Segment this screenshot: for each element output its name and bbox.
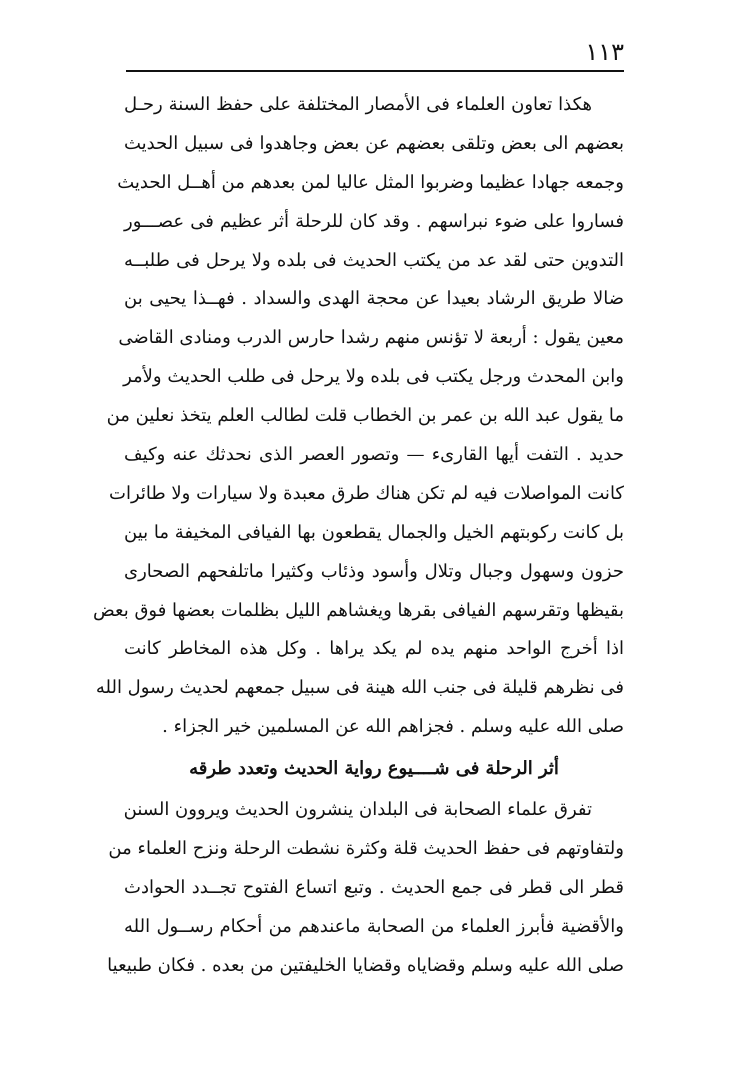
paragraph-1 [93,86,624,747]
text-line: اذا أخرج الواحد منهم يده لم يكد يراها . وكل هذه المخاطر كانت [124,638,624,660]
text-line: فى نظرهم قليلة فى جنب الله هينة فى سبيل جمعهم لحديث رسول الله [95,677,624,699]
text-line: فساروا على ضوء نبراسهم . وقد كان للرحلة أثر عظيم فى عصـــور [124,210,624,232]
page-number: ١١٣ [585,38,624,66]
text-line: التدوين حتى لقد عد من يكتب الحديث فى بلده ولا يرحل فى طلبــه [124,249,624,271]
text-line: تفرق علماء الصحابة فى البلدان ينشرون الحديث ويروون السنن [123,799,592,821]
text-line: حزون وسهول وجبال وتلال وأسود وذئاب وكثيرا ماتلفحهم الصحارى [124,560,624,582]
text-line: بقيظها وتقرسهم الفيافى بقرها ويغشاهم الليل بظلمات بعضها فوق بعض [93,599,624,621]
text-line: حديد . التفت أيها القارىء — وتصور العصر الذى نحدثك عنه وكيف [124,444,624,466]
text-line: هكذا تعاون العلماء فى الأمصار المختلفة على حفظ السنة رحـل [124,94,592,115]
header-rule [126,70,624,72]
text-line: وابن المحدث ورجل يكتب فى بلده ولا يرحل فى طلب الحديث ولأمر [123,366,624,388]
paragraph-2 [107,791,624,985]
text-line: معين يقول : أربعة لا تؤنس منهم رشدا حارس الدرب ومنادى القاضى [118,327,624,349]
text-line: ما يقول عبد الله بن عمر بن الخطاب قلت لطالب العلم يتخذ نعلين من [106,405,624,427]
text-line: وجمعه جهادا عظيما وضربوا المثل عاليا لمن بعدهم من أهــل الحديث [117,171,624,193]
text-line: صلى الله عليه وسلم وقضاياه وقضايا الخليفتين من بعده . فكان طبيعيا [107,954,624,976]
text-line: صلى الله عليه وسلم . فجزاهم الله عن المسلمين خير الجزاء . [162,716,624,738]
text-line: والأقضية فأبرز العلماء من الصحابة ماعندهم من أحكام رســول الله [124,915,624,937]
text-line: بعضهم الى بعض وتلقى بعضهم عن بعض وجاهدوا فى سبيل الحديث [124,132,624,154]
section-heading: أثر الرحلة فى شــــيوع رواية الحديث وتعدد طرقه [189,758,559,780]
text-line: ولتفاوتهم فى حفظ الحديث قلة وكثرة نشطت الرحلة ونزح العلماء من [108,838,624,860]
text-line: ضالا طريق الرشاد بعيدا عن محجة الهدى والسداد . فهــذا يحيى بن [124,288,624,310]
text-line: بل كانت ركوبتهم الخيل والجمال يقطعون بها الفيافى المخيفة ما بين [124,521,624,543]
body-text [93,86,624,986]
text-line: كانت المواصلات فيه لم تكن هناك طرق معبدة ولا سيارات ولا طائرات [109,482,624,504]
text-line: قطر الى قطر فى جمع الحديث . وتبع اتساع الفتوح تجــدد الحوادث [124,876,624,898]
